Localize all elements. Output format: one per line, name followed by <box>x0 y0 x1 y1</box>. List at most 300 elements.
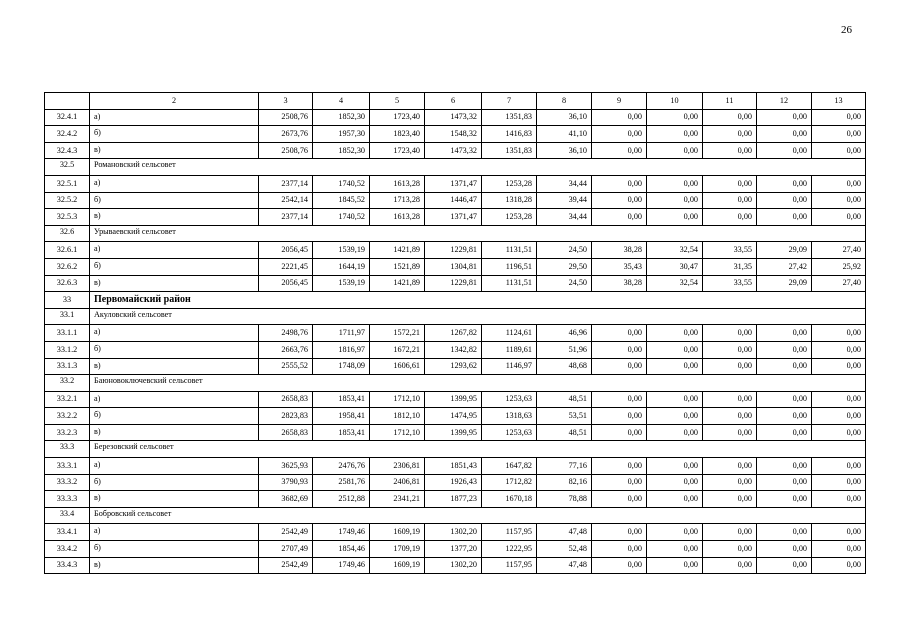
value-cell: 2377,14 <box>259 209 313 226</box>
value-cell: 2498,76 <box>259 325 313 342</box>
value-cell: 1539,19 <box>313 275 370 292</box>
value-cell: 1421,89 <box>370 275 425 292</box>
value-cell: 1318,28 <box>482 192 537 209</box>
value-cell: 2221,45 <box>259 258 313 275</box>
row-code: 33.4.2 <box>45 541 90 558</box>
value-cell: 0,00 <box>592 175 647 192</box>
value-cell: 0,00 <box>812 358 866 375</box>
value-cell: 41,10 <box>537 126 592 143</box>
row-variant: а) <box>90 175 259 192</box>
value-cell: 0,00 <box>812 142 866 159</box>
value-cell: 36,10 <box>537 142 592 159</box>
value-cell: 0,00 <box>812 175 866 192</box>
value-cell: 2542,14 <box>259 192 313 209</box>
column-header: 5 <box>370 93 425 110</box>
value-cell: 1748,09 <box>313 358 370 375</box>
value-cell: 0,00 <box>812 491 866 508</box>
row-variant: б) <box>90 474 259 491</box>
value-cell: 1124,61 <box>482 325 537 342</box>
value-cell: 1712,10 <box>370 391 425 408</box>
value-cell: 2406,81 <box>370 474 425 491</box>
row-code: 32.6 <box>45 225 90 242</box>
row-code: 33.4.1 <box>45 524 90 541</box>
value-cell: 1399,95 <box>425 424 482 441</box>
value-cell: 1854,46 <box>313 541 370 558</box>
value-cell: 0,00 <box>757 325 812 342</box>
value-cell: 2581,76 <box>313 474 370 491</box>
value-cell: 2542,49 <box>259 557 313 574</box>
row-variant: б) <box>90 408 259 425</box>
value-cell: 51,96 <box>537 341 592 358</box>
value-cell: 2542,49 <box>259 524 313 541</box>
value-cell: 1371,47 <box>425 175 482 192</box>
row-code: 33.2.3 <box>45 424 90 441</box>
tariff-table <box>44 92 866 574</box>
value-cell: 52,48 <box>537 541 592 558</box>
value-cell: 0,00 <box>812 109 866 126</box>
value-cell: 0,00 <box>703 142 757 159</box>
value-cell: 0,00 <box>592 325 647 342</box>
value-cell: 48,51 <box>537 424 592 441</box>
value-cell: 0,00 <box>812 126 866 143</box>
row-code: 33.1.1 <box>45 325 90 342</box>
value-cell: 1377,20 <box>425 541 482 558</box>
value-cell: 0,00 <box>812 557 866 574</box>
table-row <box>45 142 866 159</box>
value-cell: 82,16 <box>537 474 592 491</box>
value-cell: 0,00 <box>592 142 647 159</box>
value-cell: 0,00 <box>703 109 757 126</box>
row-code: 33.3.3 <box>45 491 90 508</box>
row-variant: б) <box>90 192 259 209</box>
value-cell: 0,00 <box>647 424 703 441</box>
value-cell: 1157,95 <box>482 557 537 574</box>
row-code: 32.5 <box>45 159 90 176</box>
value-cell: 0,00 <box>703 175 757 192</box>
value-cell: 0,00 <box>703 341 757 358</box>
row-variant: в) <box>90 424 259 441</box>
value-cell: 1293,62 <box>425 358 482 375</box>
column-header: 12 <box>757 93 812 110</box>
section-row <box>45 507 866 524</box>
value-cell: 27,40 <box>812 275 866 292</box>
value-cell: 0,00 <box>703 209 757 226</box>
row-code: 33.4 <box>45 507 90 524</box>
value-cell: 1267,82 <box>425 325 482 342</box>
value-cell: 0,00 <box>647 126 703 143</box>
row-code: 33.1.3 <box>45 358 90 375</box>
column-header: 11 <box>703 93 757 110</box>
section-row <box>45 441 866 458</box>
row-variant: в) <box>90 557 259 574</box>
value-cell: 0,00 <box>592 557 647 574</box>
value-cell: 29,09 <box>757 275 812 292</box>
value-cell: 0,00 <box>703 424 757 441</box>
value-cell: 0,00 <box>757 341 812 358</box>
value-cell: 2673,76 <box>259 126 313 143</box>
value-cell: 0,00 <box>647 491 703 508</box>
row-code: 32.5.3 <box>45 209 90 226</box>
value-cell: 0,00 <box>647 142 703 159</box>
value-cell: 1957,30 <box>313 126 370 143</box>
value-cell: 1852,30 <box>313 142 370 159</box>
value-cell: 53,51 <box>537 408 592 425</box>
column-header: 2 <box>90 93 259 110</box>
value-cell: 1521,89 <box>370 258 425 275</box>
value-cell: 39,44 <box>537 192 592 209</box>
table-row <box>45 341 866 358</box>
value-cell: 1302,20 <box>425 557 482 574</box>
value-cell: 0,00 <box>757 192 812 209</box>
value-cell: 32,54 <box>647 275 703 292</box>
table-row <box>45 109 866 126</box>
value-cell: 0,00 <box>592 424 647 441</box>
value-cell: 32,54 <box>647 242 703 259</box>
table-row <box>45 408 866 425</box>
value-cell: 2056,45 <box>259 242 313 259</box>
value-cell: 1712,82 <box>482 474 537 491</box>
value-cell: 0,00 <box>647 541 703 558</box>
value-cell: 1157,95 <box>482 524 537 541</box>
settlement-name: Баюновоключевский сельсовет <box>90 375 866 392</box>
value-cell: 0,00 <box>757 109 812 126</box>
row-variant: б) <box>90 541 259 558</box>
value-cell: 1131,51 <box>482 242 537 259</box>
value-cell: 2658,83 <box>259 391 313 408</box>
value-cell: 0,00 <box>592 341 647 358</box>
value-cell: 0,00 <box>592 358 647 375</box>
value-cell: 0,00 <box>757 142 812 159</box>
value-cell: 1644,19 <box>313 258 370 275</box>
row-code: 32.4.1 <box>45 109 90 126</box>
value-cell: 0,00 <box>703 126 757 143</box>
table-row <box>45 424 866 441</box>
value-cell: 34,44 <box>537 209 592 226</box>
column-header: 8 <box>537 93 592 110</box>
column-header: 4 <box>313 93 370 110</box>
value-cell: 0,00 <box>647 192 703 209</box>
column-header <box>45 93 90 110</box>
value-cell: 2823,83 <box>259 408 313 425</box>
value-cell: 2508,76 <box>259 142 313 159</box>
value-cell: 1131,51 <box>482 275 537 292</box>
row-variant: а) <box>90 524 259 541</box>
settlement-name: Романовский сельсовет <box>90 159 866 176</box>
value-cell: 0,00 <box>812 474 866 491</box>
value-cell: 2663,76 <box>259 341 313 358</box>
value-cell: 1572,21 <box>370 325 425 342</box>
settlement-name: Березовский сельсовет <box>90 441 866 458</box>
value-cell: 1812,10 <box>370 408 425 425</box>
row-code: 33 <box>45 292 90 309</box>
value-cell: 1609,19 <box>370 557 425 574</box>
value-cell: 1421,89 <box>370 242 425 259</box>
value-cell: 0,00 <box>757 474 812 491</box>
row-code: 33.1.2 <box>45 341 90 358</box>
value-cell: 34,44 <box>537 175 592 192</box>
value-cell: 0,00 <box>647 175 703 192</box>
row-code: 33.2.2 <box>45 408 90 425</box>
value-cell: 1711,97 <box>313 325 370 342</box>
value-cell: 48,68 <box>537 358 592 375</box>
row-code: 32.6.2 <box>45 258 90 275</box>
value-cell: 0,00 <box>703 491 757 508</box>
value-cell: 36,10 <box>537 109 592 126</box>
value-cell: 1606,61 <box>370 358 425 375</box>
table-row <box>45 325 866 342</box>
row-code: 33.2 <box>45 375 90 392</box>
value-cell: 0,00 <box>647 209 703 226</box>
value-cell: 1958,41 <box>313 408 370 425</box>
value-cell: 0,00 <box>703 325 757 342</box>
value-cell: 48,51 <box>537 391 592 408</box>
value-cell: 0,00 <box>592 524 647 541</box>
value-cell: 0,00 <box>592 458 647 475</box>
value-cell: 1399,95 <box>425 391 482 408</box>
value-cell: 0,00 <box>647 325 703 342</box>
value-cell: 0,00 <box>647 341 703 358</box>
section-row <box>45 159 866 176</box>
value-cell: 47,48 <box>537 524 592 541</box>
value-cell: 0,00 <box>592 474 647 491</box>
value-cell: 1539,19 <box>313 242 370 259</box>
value-cell: 1446,47 <box>425 192 482 209</box>
value-cell: 1740,52 <box>313 209 370 226</box>
value-cell: 0,00 <box>757 524 812 541</box>
value-cell: 1304,81 <box>425 258 482 275</box>
section-row <box>45 225 866 242</box>
table-row <box>45 175 866 192</box>
value-cell: 1845,52 <box>313 192 370 209</box>
value-cell: 1823,40 <box>370 126 425 143</box>
value-cell: 0,00 <box>812 391 866 408</box>
value-cell: 0,00 <box>592 391 647 408</box>
value-cell: 1253,63 <box>482 391 537 408</box>
row-code: 33.1 <box>45 308 90 325</box>
value-cell: 0,00 <box>703 358 757 375</box>
table-row <box>45 126 866 143</box>
value-cell: 1342,82 <box>425 341 482 358</box>
table-row <box>45 209 866 226</box>
table-row <box>45 275 866 292</box>
value-cell: 1853,41 <box>313 391 370 408</box>
value-cell: 0,00 <box>647 524 703 541</box>
row-variant: в) <box>90 491 259 508</box>
value-cell: 1816,97 <box>313 341 370 358</box>
row-variant: б) <box>90 341 259 358</box>
value-cell: 0,00 <box>757 358 812 375</box>
value-cell: 1302,20 <box>425 524 482 541</box>
table-row <box>45 557 866 574</box>
table-row <box>45 242 866 259</box>
value-cell: 2306,81 <box>370 458 425 475</box>
value-cell: 0,00 <box>812 341 866 358</box>
value-cell: 1723,40 <box>370 142 425 159</box>
value-cell: 1712,10 <box>370 424 425 441</box>
value-cell: 2658,83 <box>259 424 313 441</box>
value-cell: 1851,43 <box>425 458 482 475</box>
district-row <box>45 292 866 309</box>
value-cell: 0,00 <box>647 474 703 491</box>
value-cell: 1318,63 <box>482 408 537 425</box>
value-cell: 27,42 <box>757 258 812 275</box>
value-cell: 1253,28 <box>482 175 537 192</box>
value-cell: 1371,47 <box>425 209 482 226</box>
row-code: 33.3.1 <box>45 458 90 475</box>
row-variant: а) <box>90 109 259 126</box>
value-cell: 1672,21 <box>370 341 425 358</box>
value-cell: 1189,61 <box>482 341 537 358</box>
value-cell: 35,43 <box>592 258 647 275</box>
value-cell: 1548,32 <box>425 126 482 143</box>
value-cell: 0,00 <box>647 391 703 408</box>
value-cell: 0,00 <box>703 408 757 425</box>
value-cell: 29,50 <box>537 258 592 275</box>
value-cell: 1740,52 <box>313 175 370 192</box>
page-number: 26 <box>841 24 852 36</box>
row-variant: в) <box>90 358 259 375</box>
value-cell: 2377,14 <box>259 175 313 192</box>
value-cell: 0,00 <box>703 391 757 408</box>
row-code: 32.4.2 <box>45 126 90 143</box>
row-code: 33.3 <box>45 441 90 458</box>
value-cell: 3682,69 <box>259 491 313 508</box>
column-header: 13 <box>812 93 866 110</box>
row-variant: а) <box>90 325 259 342</box>
value-cell: 1416,83 <box>482 126 537 143</box>
row-code: 33.2.1 <box>45 391 90 408</box>
row-variant: б) <box>90 258 259 275</box>
value-cell: 1749,46 <box>313 557 370 574</box>
value-cell: 29,09 <box>757 242 812 259</box>
value-cell: 0,00 <box>757 126 812 143</box>
settlement-name: Урываевский сельсовет <box>90 225 866 242</box>
table-row <box>45 474 866 491</box>
value-cell: 1852,30 <box>313 109 370 126</box>
value-cell: 1253,63 <box>482 424 537 441</box>
value-cell: 0,00 <box>757 209 812 226</box>
value-cell: 2512,88 <box>313 491 370 508</box>
value-cell: 0,00 <box>757 458 812 475</box>
value-cell: 1709,19 <box>370 541 425 558</box>
value-cell: 0,00 <box>592 192 647 209</box>
value-cell: 25,92 <box>812 258 866 275</box>
column-header: 3 <box>259 93 313 110</box>
value-cell: 1222,95 <box>482 541 537 558</box>
row-variant: а) <box>90 458 259 475</box>
table-row <box>45 192 866 209</box>
value-cell: 1253,28 <box>482 209 537 226</box>
value-cell: 1146,97 <box>482 358 537 375</box>
table-row <box>45 258 866 275</box>
value-cell: 1613,28 <box>370 209 425 226</box>
settlement-name: Бобровский сельсовет <box>90 507 866 524</box>
row-code: 32.5.2 <box>45 192 90 209</box>
table-row <box>45 458 866 475</box>
value-cell: 0,00 <box>812 541 866 558</box>
value-cell: 30,47 <box>647 258 703 275</box>
value-cell: 2555,52 <box>259 358 313 375</box>
value-cell: 1853,41 <box>313 424 370 441</box>
section-row <box>45 375 866 392</box>
value-cell: 0,00 <box>812 192 866 209</box>
value-cell: 1926,43 <box>425 474 482 491</box>
value-cell: 1196,51 <box>482 258 537 275</box>
value-cell: 2707,49 <box>259 541 313 558</box>
value-cell: 1473,32 <box>425 142 482 159</box>
value-cell: 2341,21 <box>370 491 425 508</box>
value-cell: 0,00 <box>592 109 647 126</box>
value-cell: 0,00 <box>647 557 703 574</box>
value-cell: 1351,83 <box>482 142 537 159</box>
value-cell: 2056,45 <box>259 275 313 292</box>
value-cell: 24,50 <box>537 275 592 292</box>
value-cell: 2476,76 <box>313 458 370 475</box>
value-cell: 0,00 <box>703 541 757 558</box>
row-variant: в) <box>90 142 259 159</box>
table-row <box>45 391 866 408</box>
value-cell: 38,28 <box>592 242 647 259</box>
row-code: 32.6.1 <box>45 242 90 259</box>
value-cell: 0,00 <box>757 424 812 441</box>
table-row <box>45 358 866 375</box>
row-variant: б) <box>90 126 259 143</box>
value-cell: 3625,93 <box>259 458 313 475</box>
value-cell: 0,00 <box>703 192 757 209</box>
value-cell: 24,50 <box>537 242 592 259</box>
value-cell: 1749,46 <box>313 524 370 541</box>
value-cell: 77,16 <box>537 458 592 475</box>
value-cell: 38,28 <box>592 275 647 292</box>
row-variant: а) <box>90 242 259 259</box>
value-cell: 0,00 <box>757 491 812 508</box>
value-cell: 33,55 <box>703 275 757 292</box>
value-cell: 0,00 <box>592 126 647 143</box>
row-variant: а) <box>90 391 259 408</box>
table-row <box>45 541 866 558</box>
value-cell: 0,00 <box>647 408 703 425</box>
value-cell: 0,00 <box>592 408 647 425</box>
value-cell: 0,00 <box>592 491 647 508</box>
value-cell: 0,00 <box>703 474 757 491</box>
value-cell: 1474,95 <box>425 408 482 425</box>
value-cell: 1713,28 <box>370 192 425 209</box>
value-cell: 0,00 <box>647 358 703 375</box>
value-cell: 0,00 <box>647 109 703 126</box>
row-code: 32.5.1 <box>45 175 90 192</box>
value-cell: 0,00 <box>812 424 866 441</box>
value-cell: 0,00 <box>757 541 812 558</box>
row-code: 33.3.2 <box>45 474 90 491</box>
value-cell: 1670,18 <box>482 491 537 508</box>
table-body <box>45 109 866 574</box>
settlement-name: Акуловский сельсовет <box>90 308 866 325</box>
district-name: Первомайский район <box>90 292 866 309</box>
value-cell: 1229,81 <box>425 275 482 292</box>
value-cell: 0,00 <box>592 209 647 226</box>
value-cell: 0,00 <box>812 408 866 425</box>
value-cell: 1229,81 <box>425 242 482 259</box>
value-cell: 1613,28 <box>370 175 425 192</box>
value-cell: 0,00 <box>812 325 866 342</box>
value-cell: 1351,83 <box>482 109 537 126</box>
value-cell: 3790,93 <box>259 474 313 491</box>
value-cell: 0,00 <box>757 557 812 574</box>
row-code: 32.6.3 <box>45 275 90 292</box>
value-cell: 27,40 <box>812 242 866 259</box>
column-header: 10 <box>647 93 703 110</box>
value-cell: 0,00 <box>703 458 757 475</box>
